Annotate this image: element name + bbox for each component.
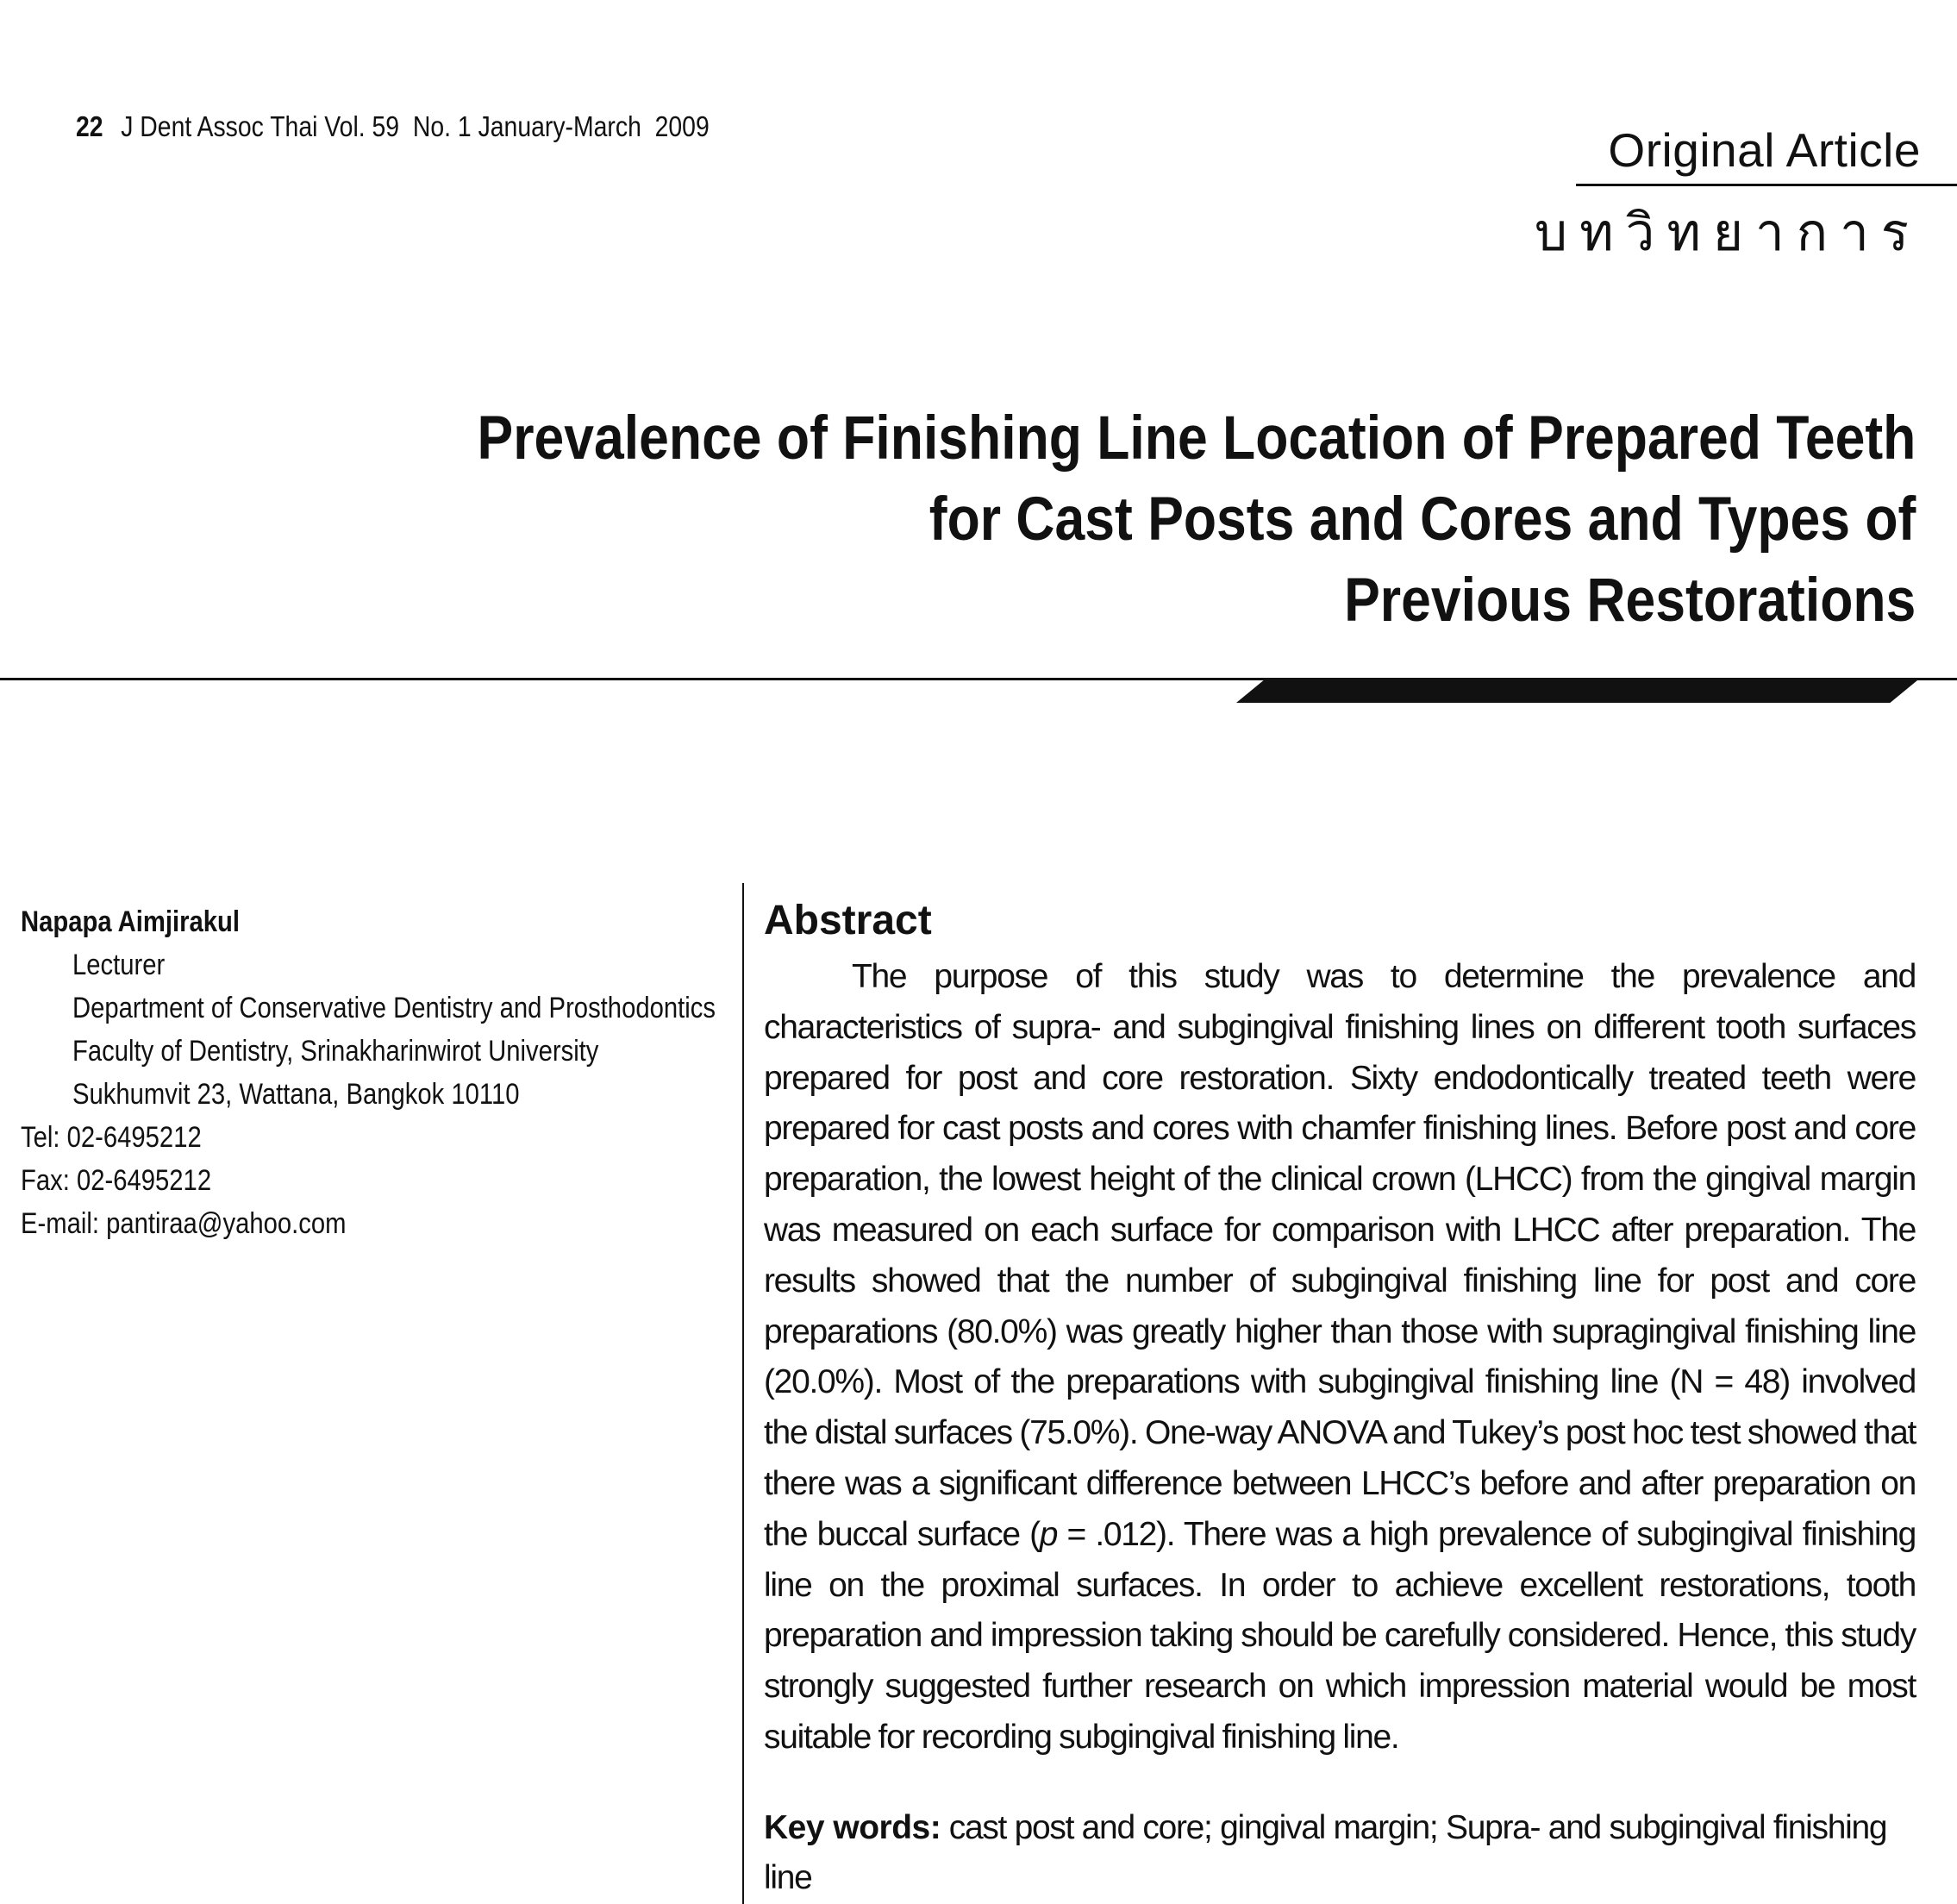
abstract-body [764, 952, 1916, 1763]
keywords-list: cast post and core; gingival margin; Supra- and subgingival finishing line [764, 1808, 1887, 1896]
author-tel: Tel: 02-6495212 [21, 1121, 202, 1154]
author-email: E-mail: pantiraa@yahoo.com [21, 1207, 347, 1240]
author-name: Napapa Aimjirakul [21, 905, 241, 938]
keywords [764, 1803, 1916, 1903]
title-line: for Cast Posts and Cores and Types of [928, 485, 1916, 554]
author-address: Sukhumvit 23, Wattana, Bangkok 10110 [72, 1078, 520, 1111]
author-fax: Fax: 02-6495212 [21, 1164, 212, 1197]
article-title [281, 398, 1916, 642]
title-decorative-bar [1236, 680, 1917, 703]
journal-citation: J Dent Assoc Thai Vol. 59 No. 1 January-March 2009 [121, 110, 710, 142]
article-type: Original Article [1608, 123, 1921, 177]
column-divider [742, 883, 744, 1904]
author-faculty: Faculty of Dentistry, Srinakharinwirot University [72, 1035, 599, 1068]
running-header [76, 110, 812, 143]
author-position: Lecturer [72, 949, 166, 981]
keywords-label: Key words: [764, 1808, 941, 1846]
p-value-symbol: p [1039, 1515, 1058, 1553]
author-department: Department of Conservative Dentistry and Prosthodontics [72, 992, 716, 1024]
title-line: Prevalence of Finishing Line Location of Prepared Teeth [477, 404, 1916, 473]
title-rule [0, 678, 1957, 680]
abstract-text: The purpose of this study was to determine the prevalence and characteristics of supra- and subgingival finishing lines on different tooth surfaces prepared for post and core restoration. Sixty endodontically treated teeth were prepared for cast posts and cores with chamfer finishing lines. Before post and core preparation, the lowest height of the clinical crown (LHCC) from the gingival margin was measured on each surface for comparison with LHCC after preparation. The results showed that the number of subgingival finishing line for post and core preparations (80.0%) was greatly higher than those with supragingival finishing line (20.0%). Most of the preparations with subgingival finishing line (N = 48) involved the distal surfaces (75.0%). One-way ANOVA and Tukey’s post hoc test showed that there was a significant difference between LHCC’s before and after preparation on the buccal surface ( [764, 958, 1916, 1553]
abstract-section [764, 897, 1916, 1903]
article-type-rule [1576, 184, 1957, 186]
author-info [21, 900, 820, 1245]
page-number: 22 [76, 110, 103, 142]
title-line: Previous Restorations [1343, 567, 1916, 635]
abstract-heading: Abstract [764, 898, 932, 943]
article-type-thai: บทวิทยาการ [1535, 204, 1921, 261]
abstract-text-cont: = .012). There was a high prevalence of subgingival finishing line on the proximal surfaces. In order to achieve excellent restorations, tooth preparation and impression taking should be carefully considered. Hence, this study strongly suggested further research on which impression material would be most suitable for recording subgingival finishing line. [764, 1515, 1916, 1756]
